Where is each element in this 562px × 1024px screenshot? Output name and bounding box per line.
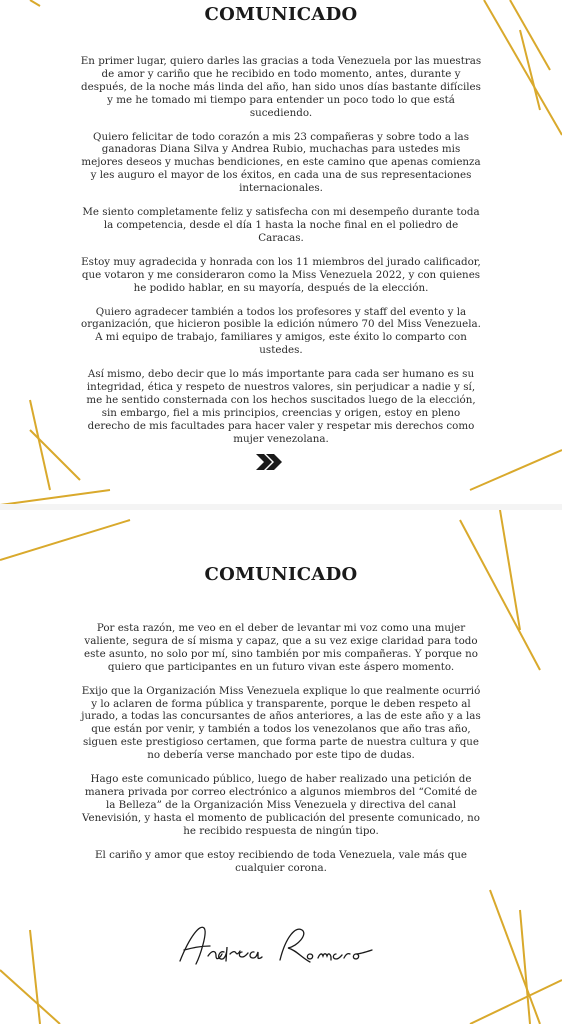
double-chevron-right-icon[interactable] xyxy=(254,450,288,474)
paragraph: Así mismo, debo decir que lo más importante para cada ser humano es su integridad, ética y respeto de nuestros valores, sin perjudicar a nadie y sí, me he sentido consternada con los hechos suscitados luego de la elección, sin embargo, fiel a mis principios, creencias y origen, estoy en pleno derecho de mis facultades para hacer valer y respetar mis derechos como mujer venezolana. xyxy=(86,368,476,445)
statement-body xyxy=(80,55,482,457)
paragraph: En primer lugar, quiero darles las gracias a toda Venezuela por las muestras de amor y cariño que he recibido en todo momento, antes, durante y después, de la noche más linda del año, han sido unos días bastante difíciles y me he tomado mi tiempo para entender un poco todo lo que está sucediendo. xyxy=(80,55,482,119)
paragraph: El cariño y amor que estoy recibiendo de toda Venezuela, vale más que cualquier corona. xyxy=(95,848,467,874)
page-title: COMUNICADO xyxy=(204,4,358,25)
paragraph: Exijo que la Organización Miss Venezuela explique lo que realmente ocurrió y lo aclaren de forma pública y transparente, porque le deben respeto al jurado, a todas las concursantes de años anteriores, a las de este año y a las que están por venir, y también a todos los venezolanos que año tras año, siguen este prestigioso certamen, que forma parte de nuestra cultura y que no debería verse manchado por este tipo de dudas. xyxy=(81,684,481,762)
statement-page-1 xyxy=(0,0,562,510)
handwritten-signature xyxy=(170,916,390,976)
paragraph: Me siento completamente feliz y satisfecha con mi desempeño durante toda la competencia, desde el día 1 hasta la noche final en el poliedro de Caracas. xyxy=(82,206,480,244)
page-title: COMUNICADO xyxy=(204,564,358,585)
paragraph: Por esta razón, me veo en el deber de levantar mi voz como una mujer valiente, segura de sí misma y capaz, que a su vez exige claridad para todo este asunto, no solo por mí, sino también por mis compañeras. Y porque no quiero que participantes en un futuro vivan este áspero momento. xyxy=(84,622,478,673)
paragraph: Quiero agradecer también a todos los profesores y staff del evento y la organización, que hicieron posible la edición número 70 del Miss Venezuela. A mi equipo de trabajo, familiares y amigos, este éxito lo comparto con ustedes. xyxy=(81,305,481,357)
paragraph: Quiero felicitar de todo corazón a mis 23 compañeras y sobre todo a las ganadoras Diana Silva y Andrea Rubio, muchachas para ustedes mis mejores deseos y muchas bendiciones, en este camino que apenas comienza y les auguro el mayor de los éxitos, en cada una de sus representaciones internacionales. xyxy=(81,130,481,195)
paragraph: Estoy muy agradecida y honrada con los 11 miembros del jurado calificador, que votaron y me consideraron como la Miss Venezuela 2022, y con quienes he podido hablar, en su mayoría, después de la elección. xyxy=(81,255,481,294)
paragraph: Hago este comunicado público, luego de haber realizado una petición de manera privada por correo electrónico a algunos miembros del “Comité de la Belleza” de la Organización Miss Venezuela y directiva del canal Venevisión, y hasta el momento de publicación del presente comunicado, no he recibido respuesta de ningún tipo. xyxy=(82,773,480,837)
statement-body xyxy=(80,622,482,885)
